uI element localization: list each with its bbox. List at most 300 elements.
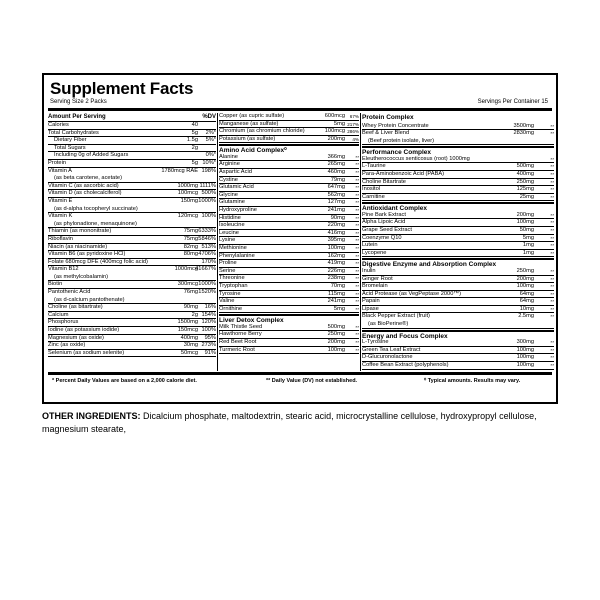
nutrient-name: Vitamin A [48,167,72,174]
nutrient-daily-value: 273% [201,342,216,349]
nutrient-amount: 395mg [327,237,345,244]
nutrient-name: Ginger Root [362,275,393,282]
nutrient-amount: 1.5g [186,137,198,144]
nutrient-row [362,268,554,276]
nutrient-daily-value: 95% [204,334,216,341]
nutrient-row [362,130,554,138]
nutrient-daily-value: ** [355,238,359,244]
nutrient-row [219,283,359,291]
nutrient-daily-value: ** [355,200,359,206]
nutrient-daily-value: 217% [347,121,359,127]
nutrient-row [362,242,554,250]
nutrient-row [362,362,554,370]
nutrient-name: Tryptophan [219,282,248,289]
amount-per-serving-label: Amount Per Serving [48,114,106,120]
nutrient-amount: 238mg [327,275,345,282]
nutrient-name: Lipase [362,305,379,312]
nutrient-row [362,212,554,220]
nutrient-row [219,207,359,215]
nutrient-amount: 125mg [516,186,534,193]
nutrient-amount: 200mg [327,135,345,142]
nutrient-daily-value: 4706% [198,251,216,258]
nutrient-daily-value: ** [355,230,359,236]
nutrient-name: Turmeric Root [219,346,255,353]
nutrient-name: Eleutherococcus senticosus (root) 1000mg [362,155,470,162]
nutrient-row [48,297,216,305]
nutrient-row [219,113,359,121]
nutrient-amount: 241mg [327,298,345,305]
nutrient-amount: 366mg [327,153,345,160]
nutrient-name: Niacin (as niacinamide) [48,243,108,250]
servings-per-container: Servings Per Container 15 [477,99,548,105]
nutrient-amount: 100mcg [177,190,198,197]
nutrient-name: Ornithine [219,305,243,312]
nutrient-amount: 300mg [516,339,534,346]
nutrient-row [362,138,554,146]
nutrient-name: L-Tyrosine [362,339,389,346]
nutrient-daily-value: ** [550,171,554,177]
nutrient-daily-value: 1520% [198,289,216,296]
nutrient-row [48,130,216,138]
nutrient-amount: 241mg [327,207,345,214]
nutrient-amount: 115mg [328,290,345,297]
nutrient-name: (as d-alpha tocopheryl succinate) [54,205,138,212]
nutrient-row [48,206,216,214]
nutrient-row [219,298,359,306]
supplement-facts-panel [42,73,558,404]
nutrient-name: Glutamine [219,199,245,206]
nutrient-row [48,266,216,274]
nutrient-row [362,123,554,131]
nutrient-amount: 200mg [327,339,345,346]
nutrient-name: Black Pepper Extract (fruit) [362,313,430,320]
nutrient-row [48,274,216,282]
nutrient-name: Phosphorus [48,319,79,326]
nutrient-row [362,235,554,243]
nutrient-row [362,313,554,321]
nutrient-amount: 100mg [327,245,345,251]
nutrient-daily-value: ** [550,187,554,193]
nutrient-row [362,306,554,314]
nutrient-daily-value: ** [550,250,554,256]
nutrient-row [48,312,216,320]
nutrient-row [219,215,359,223]
nutrient-name: Isoleucine [219,222,245,229]
nutrient-daily-value: 41667% [195,266,216,273]
nutrient-row [48,259,216,267]
nutrient-daily-value: 4% [352,136,359,142]
nutrient-daily-value: ** [550,268,554,274]
liver-detox-complex-heading: Liver Detox Complex [219,314,359,324]
nutrient-daily-value: ** [550,131,554,137]
nutrient-name: Tyrosine [219,290,241,297]
nutrient-row [219,230,359,238]
nutrient-amount: 25mg [519,193,534,200]
nutrient-name: Total Sugars [54,144,86,151]
nutrient-amount: 416mg [327,229,345,236]
nutrient-name: Choline (as bitartrate) [48,304,103,311]
nutrient-name: Glycine [219,191,238,198]
amino-acid-list [219,154,359,313]
nutrient-row [219,339,359,347]
nutrient-daily-value: ** [550,362,554,368]
nutrient-name: (as beta carotene, acetate) [54,175,122,182]
nutrient-row [219,253,359,261]
nutrient-amount: 200mg [516,211,534,218]
nutrient-row [219,128,359,136]
nutrient-name: Hawthorne Berry [219,331,262,338]
footer-rule [48,372,552,375]
nutrient-name: Pantothenic Acid [48,289,91,296]
nutrient-row [362,219,554,227]
nutrient-row [48,342,216,350]
nutrient-amount: 400mg [516,170,534,177]
nutrient-daily-value: ** [550,220,554,226]
performance-complex-heading: Performance Complex [362,146,554,156]
nutrient-daily-value: 120% [201,319,216,326]
nutrient-daily-value: 2%* [205,129,216,136]
nutrient-name: Methionine [219,245,247,251]
nutrient-name: Chromium (as chromium chloride) [219,128,305,135]
nutrient-row [48,327,216,335]
nutrient-row [362,291,554,299]
nutrient-name: Glutamic Acid [219,184,254,191]
nutrient-daily-value: ** [550,228,554,234]
protein-complex-heading: Protein Complex [362,114,414,121]
nutrient-name: Lycopene [362,249,387,256]
nutrient-name: Choline Bitartrate [362,178,406,185]
nutrient-amount: 90mg [330,214,345,221]
amino-acid-complex-heading: Amino Acid Complex⁰ [219,144,359,154]
nutrient-row [48,335,216,343]
amount-per-serving-header [48,113,216,122]
nutrient-row [219,169,359,177]
digestive-complex-heading: Digestive Enzyme and Absorption Complex [362,258,554,268]
nutrient-amount: 80mg [183,251,198,258]
nutrient-row [48,244,216,252]
nutrient-daily-value: 100% [201,213,216,220]
nutrient-row [48,281,216,289]
nutrient-list [48,122,216,357]
nutrient-row [219,347,359,355]
nutrient-daily-value: ** [550,276,554,282]
nutrient-amount: 2g [191,144,198,151]
nutrient-row [48,168,216,176]
nutrient-row [48,145,216,153]
nutrient-name: Magnesium (as oxide) [48,334,104,341]
nutrient-daily-value: 170% [201,258,216,265]
nutrient-amount: 100mg [516,346,534,353]
nutrient-daily-value: ** [355,261,359,267]
nutrient-daily-value: ** [550,194,554,200]
column-complexes [362,113,554,370]
nutrient-amount: 3500mg [513,122,534,129]
nutrient-amount: 300mcg [177,281,198,288]
nutrient-daily-value: 286% [347,129,359,135]
nutrient-amount: 75mg [183,228,198,235]
nutrient-daily-value: 0%* [205,152,216,159]
nutrient-amount: 5g [191,129,198,136]
nutrient-row [48,251,216,259]
header-rule [48,108,552,111]
nutrient-name: Inulin [362,267,376,274]
nutrient-name: Dietary Fiber [54,137,87,144]
nutrient-row [219,222,359,230]
nutrient-name: Serine [219,267,236,274]
nutrient-name: Arginine [219,161,240,168]
nutrient-daily-value: ** [550,235,554,241]
nutrient-name: Leucine [219,229,239,236]
nutrient-name: Para-Aminobenzoic Acid (PABA) [362,170,445,177]
nutrient-daily-value: ** [355,291,359,297]
liver-detox-list [219,324,359,354]
nutrient-amount: 50mcg [180,349,198,356]
nutrient-amount: 79mg [330,176,345,183]
nutrient-daily-value: ** [355,170,359,176]
nutrient-name: Lysine [219,237,236,244]
mineral-list [219,113,359,143]
nutrient-daily-value: 16% [204,304,216,311]
energy-focus-list [362,339,554,369]
nutrient-daily-value: 154% [201,311,216,318]
other-ingredients [42,410,562,435]
performance-complex-list [362,156,554,202]
nutrient-name: Thiamin (as mononitrate) [48,228,112,235]
nutrient-daily-value: ** [550,347,554,353]
nutrient-daily-value: ** [550,156,554,162]
nutrient-daily-value: ** [355,299,359,305]
nutrient-name: Alpha Lipoic Acid [362,219,406,226]
nutrient-name: Vitamin B6 (as pyridoxine HCl) [48,251,126,258]
nutrient-name: Grape Seed Extract [362,227,412,234]
nutrient-name: Riboflavin [48,235,73,242]
nutrient-daily-value: 513% [201,243,216,250]
nutrient-name: (as phylonadione, menaquinone) [54,220,137,227]
nutrient-daily-value: ** [355,306,359,312]
nutrient-daily-value: ** [355,332,359,338]
protein-complex-list [362,123,554,146]
nutrient-row [362,339,554,347]
nutrient-daily-value: 1000% [198,281,216,288]
nutrient-daily-value: ** [550,164,554,170]
nutrient-row [362,163,554,171]
antioxidant-complex-list [362,212,554,258]
nutrient-amount: 64mg [519,290,534,297]
nutrient-name: Protein [48,159,67,166]
nutrient-daily-value: 67% [349,114,359,119]
nutrient-amount: 265mg [327,161,345,168]
nutrient-name: Red Beet Root [219,339,257,346]
nutrient-daily-value: 6333% [198,228,216,235]
nutrient-name: Vitamin E [48,197,73,204]
nutrient-row [219,245,359,253]
nutrient-name: Hydroxyproline [219,207,257,214]
nutrient-amount: 100mg [516,361,534,368]
nutrient-name: (Beef protein isolate, liver) [368,137,435,144]
nutrient-row [48,175,216,183]
nutrient-row [219,161,359,169]
nutrient-amount: 250mg [516,267,534,274]
nutrient-row [48,350,216,358]
nutrient-amount: 1780mcg RAE [161,167,198,174]
nutrient-daily-value: ** [355,215,359,221]
nutrient-amount: 64mg [519,298,534,305]
nutrient-amount: 226mg [327,267,345,274]
nutrient-name: Milk Thistle Seed [219,323,263,330]
nutrient-name: Coffee Bean Extract (polyphenols) [362,361,449,368]
nutrient-name: Selenium (as sodium selenite) [48,349,125,356]
nutrient-daily-value: 1000% [198,197,216,204]
nutrient-amount: 2.5mg [518,313,534,320]
nutrient-amount: 500mg [516,163,534,170]
nutrient-name: Papain [362,298,380,305]
nutrient-name: Threonine [219,275,245,282]
nutrient-amount: 5mg [333,305,345,312]
nutrient-daily-value: ** [550,291,554,297]
nutrient-row [362,179,554,187]
nutrient-row [362,347,554,355]
nutrient-name: D-Glucuronolactone [362,354,413,361]
footnote-typical-amounts: ⁰ Typical amounts. Results may vary. [424,378,521,384]
nutrient-amount: 100mg [327,346,345,353]
nutrient-daily-value: 91% [204,349,216,356]
nutrient-amount: 1000mg [177,182,198,189]
column-amino-liver [219,113,359,354]
nutrient-daily-value: ** [355,177,359,183]
nutrient-daily-value: 5%* [205,137,216,144]
nutrient-row [362,276,554,284]
nutrient-name: Including 0g of Added Sugars [54,152,129,159]
nutrient-daily-value: 5846% [198,235,216,242]
nutrient-daily-value: ** [550,212,554,218]
nutrient-amount: 600mcg [324,113,345,119]
nutrient-amount: 100mg [516,283,534,290]
nutrient-daily-value: ** [550,179,554,185]
nutrient-amount: 150mg [180,197,198,204]
nutrient-row [48,228,216,236]
serving-size: Serving Size 2 Packs [50,99,107,105]
nutrient-amount: 647mg [327,184,345,191]
column-vitamins-minerals [48,113,216,357]
nutrient-row [219,331,359,339]
nutrient-daily-value: ** [355,208,359,214]
nutrient-daily-value: ** [355,253,359,259]
nutrient-daily-value: ** [550,340,554,346]
nutrient-daily-value: ** [355,268,359,274]
nutrient-name: Vitamin K [48,213,73,220]
nutrient-row [362,321,554,329]
nutrient-name: Iodine (as potassium iodide) [48,327,120,334]
nutrient-name: Folate 680mcg DFE (400mcg folic acid) [48,258,148,265]
nutrient-amount: 40 [191,122,198,128]
nutrient-name: Biotin [48,281,63,288]
nutrient-name: Valine [219,298,235,305]
nutrient-name: Proline [219,260,237,267]
nutrient-daily-value: ** [550,284,554,290]
nutrient-name: Calories [48,122,69,128]
nutrient-name: Vitamin B12 [48,266,79,273]
nutrient-daily-value: 10%* [202,159,216,166]
nutrient-daily-value: ** [550,355,554,361]
nutrient-row [362,250,554,258]
nutrient-name: (as d-calcium pantothenate) [54,296,125,303]
nutrient-name: Copper (as cupric sulfate) [219,113,285,119]
nutrient-amount: 500mg [327,323,345,330]
nutrient-row [219,268,359,276]
nutrient-amount: 2g [191,311,198,318]
nutrient-name: Bromelain [362,283,388,290]
nutrient-row [48,137,216,145]
nutrient-amount: 100mg [516,354,534,361]
nutrient-name: Potassium (as sulfate) [219,135,276,142]
nutrient-amount: 419mg [327,260,345,267]
nutrient-daily-value: 500% [201,190,216,197]
nutrient-amount: 200mg [516,275,534,282]
nutrient-amount: 70mg [330,282,345,289]
nutrient-row [48,289,216,297]
nutrient-amount: 1000mcg [174,266,198,273]
nutrient-row [219,291,359,299]
nutrient-amount: 220mg [327,222,345,229]
nutrient-row [48,319,216,327]
nutrient-amount: 127mg [327,199,345,206]
nutrient-name: Coenzyme Q10 [362,234,402,241]
nutrient-daily-value: ** [550,306,554,312]
nutrient-name: L-Taurine [362,163,386,170]
nutrient-amount: 100mg [516,219,534,226]
nutrient-row [219,154,359,162]
nutrient-row [219,260,359,268]
nutrient-amount: 10mg [519,305,534,312]
nutrient-amount: 76mg [183,289,198,296]
nutrient-daily-value: ** [550,243,554,249]
nutrient-daily-value: ** [355,223,359,229]
nutrient-row [48,198,216,206]
nutrient-row [48,152,216,160]
nutrient-daily-value: ** [355,185,359,191]
nutrient-daily-value: ** [550,123,554,129]
dv-header-label: %DV [202,114,216,120]
energy-focus-complex-heading: Energy and Focus Complex [362,330,554,340]
footnote-percent-dv: * Percent Daily Values are based on a 2,000 calorie diet. [52,378,197,384]
nutrient-row [219,237,359,245]
nutrient-daily-value: ** [550,299,554,305]
nutrient-row [362,227,554,235]
nutrient-amount: 5g [191,159,198,166]
nutrient-row [219,184,359,192]
nutrient-row [219,275,359,283]
nutrient-amount: 75mg [183,235,198,242]
nutrient-name: Inositol [362,186,381,193]
nutrient-row [48,183,216,191]
panel-title: Supplement Facts [50,79,194,98]
nutrient-row [362,186,554,194]
nutrient-daily-value: ** [355,246,359,251]
nutrient-amount: 1500mg [177,319,198,326]
nutrient-row [48,160,216,168]
nutrient-amount: 2830mg [513,130,534,137]
nutrient-amount: 120mcg [177,213,198,220]
nutrient-row [48,213,216,221]
nutrient-row [219,199,359,207]
footnote-dv-not-established: ** Daily Value (DV) not established. [266,378,358,384]
nutrient-daily-value: ** [355,347,359,353]
nutrient-daily-value: ** [355,276,359,282]
nutrient-amount: 400mg [180,334,198,341]
nutrient-name: Acid Protease (as VegPeptase 2000™) [362,290,461,297]
nutrient-name: Histidine [219,214,241,221]
nutrient-amount: 50mg [519,227,534,234]
